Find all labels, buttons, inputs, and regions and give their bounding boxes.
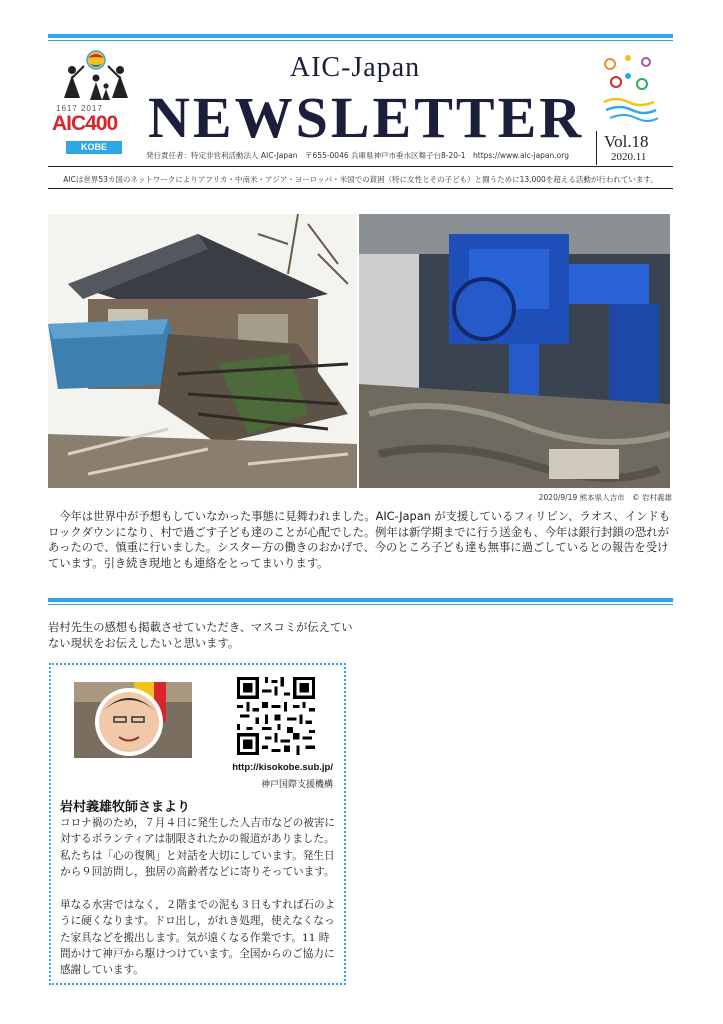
flooded-machinery-photo [359, 214, 670, 488]
people-figures-icon [50, 48, 142, 106]
qr-code-icon [237, 677, 315, 755]
section-divider-thick [48, 598, 673, 602]
top-blue-bar [48, 34, 673, 38]
top-thin-rule [48, 40, 673, 41]
issue-date: 2020.11 [611, 151, 647, 163]
newsletter-title: NEWSLETTER [148, 85, 585, 150]
message-paragraph-1: コロナ禍のため，７月４日に発生した人吉市などの被害に対するボランティアは制限されたかの報道がありました。私たちは「心の復興」と対話を大切にしています。発生日から９回訪問し，独居の高齢者などに寄りそっています。 [60, 817, 336, 878]
publisher-info: 発行責任者：特定非営利活動法人 AIC-Japan 〒655-0046 兵庫県神戸市垂水区舞子台8-20-1 https://www.aic-japan.org [146, 151, 569, 160]
header-bottom-rule [48, 166, 673, 167]
logo-kobe-badge: KOBE [66, 141, 122, 154]
pastor-portrait-photo [74, 682, 192, 758]
collapsed-house-photo [48, 214, 357, 488]
aic400-logo [50, 48, 142, 158]
website-url[interactable]: http://kisokobe.sub.jp/ [232, 762, 333, 773]
section-divider-thin [48, 604, 673, 605]
decorative-doodle-icon [596, 52, 662, 122]
logo-years: 1617 2017 [56, 104, 103, 113]
message-heading: 岩村義雄牧師さまより [60, 800, 191, 815]
message-paragraph-2: 単なる水害ではなく，２階までの泥も３日もすれば石のように硬くなります。ドロ出し，がれき処理，使えなくなった家具などを搬出します。気が遠くなる作業です。11 時間かけて神戸から駆けつけています。全国からのご協力に感謝しています。 [60, 899, 336, 977]
lead-paragraph: 今年は世界中が予想もしていなかった事態に見舞われました。AIC-Japan が支援しているフィリピン、ラオス、インドもロックダウンになり、村で過ごす子ども達のことが心配でした。例年は新学期までに行う送金も、今年は銀行封鎖の恐れがあったので、慎重に行いました。シスター方の働きのおかげで、今のところ子ども達も無事に過ごしているとの報告を受けています。引き続き現地とも連絡をとってまいります。 [48, 510, 671, 570]
support-org-name: 神戸国際支援機構 [260, 780, 333, 790]
logo-aic400: AIC400 [52, 112, 118, 135]
photo-caption: 2020/9/19 熊本県人吉市 © 岩村義雄 [538, 493, 672, 502]
organization-name: AIC-Japan [289, 52, 421, 83]
tagline-bottom-rule [48, 188, 673, 189]
volume-number: Vol.18 [604, 132, 649, 151]
intro-paragraph: 岩村先生の感想も掲載させていただき、マスコミが伝えていない現状をお伝えしたいと思います。 [48, 621, 353, 650]
tagline: AICは世界53カ国のネットワークによりアフリカ・中南米・アジア・ヨーロッパ・米国での貧困（特に女性とその子ども）と闘うために13,000を超える活動が行われています。 [63, 175, 658, 184]
